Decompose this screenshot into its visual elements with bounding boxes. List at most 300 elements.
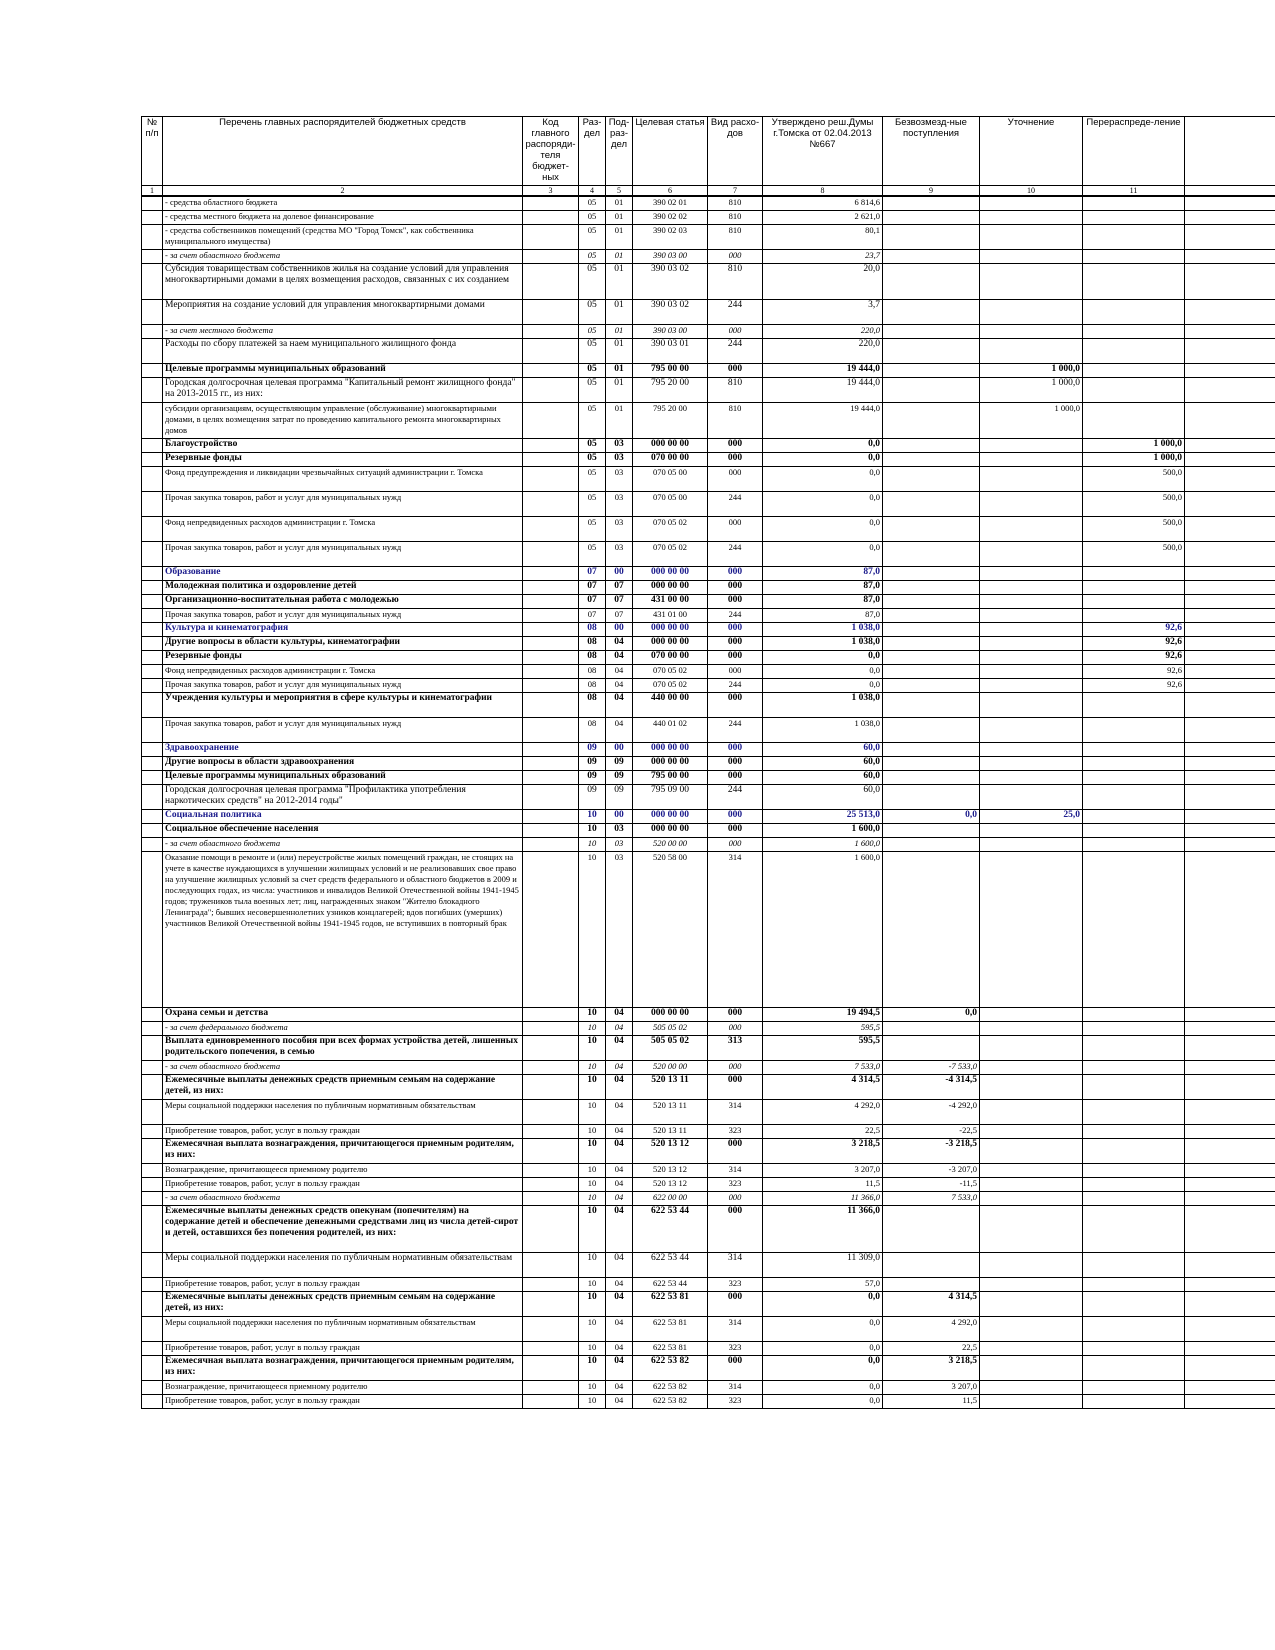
row-redist <box>1083 1278 1185 1292</box>
row-redist <box>1083 1125 1185 1139</box>
table-row <box>142 824 1275 838</box>
table-body <box>142 196 1275 1409</box>
row-cs: 000 00 00 <box>633 439 708 453</box>
row-name: Культура и кинематография <box>163 623 523 637</box>
row-extra <box>1185 1317 1275 1342</box>
row-gr <box>523 1253 579 1278</box>
row-extra <box>1185 1278 1275 1292</box>
row-gr <box>523 757 579 771</box>
table-row <box>142 651 1275 665</box>
row-num <box>142 757 163 771</box>
row-extra <box>1185 1100 1275 1125</box>
row-name: Благоустройство <box>163 439 523 453</box>
table-row <box>142 771 1275 785</box>
row-name: Учреждения культуры и мероприятия в сфере культуры и кинематографии <box>163 693 523 718</box>
row-approved: 60,0 <box>763 743 883 757</box>
row-gr <box>523 300 579 325</box>
row-name: Другие вопросы в области культуры, кинематографии <box>163 637 523 651</box>
row-gr <box>523 1317 579 1342</box>
row-cs: 000 00 00 <box>633 810 708 824</box>
row-rz: 10 <box>579 810 606 824</box>
row-vr: 000 <box>708 581 763 595</box>
row-gr <box>523 403 579 439</box>
row-approved: 57,0 <box>763 1278 883 1292</box>
row-vr: 000 <box>708 838 763 852</box>
row-name: Меры социальной поддержки населения по публичным нормативным обязательствам <box>163 1317 523 1342</box>
row-redist: 92,6 <box>1083 651 1185 665</box>
row-redist: 92,6 <box>1083 679 1185 693</box>
row-vr: 000 <box>708 743 763 757</box>
row-gr <box>523 1292 579 1317</box>
table-row <box>142 1178 1275 1192</box>
row-redist <box>1083 1075 1185 1100</box>
row-redist <box>1083 300 1185 325</box>
row-vr: 244 <box>708 492 763 517</box>
row-extra <box>1185 264 1275 300</box>
row-num <box>142 771 163 785</box>
row-vr: 000 <box>708 1008 763 1022</box>
row-gr <box>523 609 579 623</box>
row-clar <box>980 1381 1083 1395</box>
row-approved: 1 038,0 <box>763 718 883 743</box>
row-extra <box>1185 623 1275 637</box>
row-gr <box>523 1395 579 1409</box>
row-rz: 05 <box>579 211 606 225</box>
row-approved: 0,0 <box>763 1395 883 1409</box>
row-vr: 314 <box>708 1317 763 1342</box>
row-gr <box>523 196 579 211</box>
row-gr <box>523 325 579 339</box>
row-approved: 11 309,0 <box>763 1253 883 1278</box>
row-free <box>883 623 980 637</box>
table-row <box>142 467 1275 492</box>
row-pr: 01 <box>606 403 633 439</box>
row-vr: 314 <box>708 852 763 1008</box>
row-clar: 1 000,0 <box>980 378 1083 403</box>
header-rz: Раз-дел <box>579 117 606 186</box>
row-name: Ежемесячная выплата вознаграждения, причитающегося приемным родителям, из них: <box>163 1139 523 1164</box>
row-approved: 87,0 <box>763 567 883 581</box>
colnum-9: 9 <box>883 186 980 197</box>
row-extra <box>1185 196 1275 211</box>
row-name: Меры социальной поддержки населения по публичным нормативным обязательствам <box>163 1100 523 1125</box>
row-pr: 01 <box>606 225 633 250</box>
table-row <box>142 378 1275 403</box>
row-cs: 520 13 12 <box>633 1139 708 1164</box>
row-cs: 000 00 00 <box>633 743 708 757</box>
row-name: - средства областного бюджета <box>163 196 523 211</box>
row-rz: 10 <box>579 1342 606 1356</box>
row-extra <box>1185 364 1275 378</box>
row-redist <box>1083 1292 1185 1317</box>
row-name: Мероприятия на создание условий для управления многоквартирными домами <box>163 300 523 325</box>
table-row <box>142 264 1275 300</box>
row-name: Прочая закупка товаров, работ и услуг для муниципальных нужд <box>163 679 523 693</box>
row-extra <box>1185 339 1275 364</box>
table-row <box>142 743 1275 757</box>
row-num <box>142 1381 163 1395</box>
table-row <box>142 1139 1275 1164</box>
row-rz: 10 <box>579 824 606 838</box>
row-pr: 04 <box>606 1206 633 1253</box>
row-rz: 10 <box>579 1061 606 1075</box>
row-rz: 09 <box>579 785 606 810</box>
row-redist <box>1083 1206 1185 1253</box>
table-row <box>142 581 1275 595</box>
row-redist <box>1083 1022 1185 1036</box>
row-name: Оказание помощи в ремонте и (или) переустройстве жилых помещений граждан, не стоящих на учете в качестве нуждающихся в улучшении жилищных условий и не реализовавших свое право на улучшение жилищных условий за счет средств федерального и областного бюджетов в 2009 и последующих годах, из числа: участников и инвалидов Великой Отечественной войны 1941-1945 годов; тружеников тыла военных лет; лиц, награжденных знаком "Жителю блокадного Ленинграда"; бывших несовершеннолетних узников концлагерей; вдов погибших (умерших) участников Великой Отечественной войны 1941-1945 годов, не вступивших в повторный брак <box>163 852 523 1008</box>
row-vr: 323 <box>708 1395 763 1409</box>
table-row <box>142 339 1275 364</box>
row-gr <box>523 771 579 785</box>
row-extra <box>1185 595 1275 609</box>
row-extra <box>1185 1381 1275 1395</box>
row-cs: 520 00 00 <box>633 1061 708 1075</box>
row-num <box>142 1292 163 1317</box>
row-name: Резервные фонды <box>163 651 523 665</box>
row-redist <box>1083 1036 1185 1061</box>
row-vr: 000 <box>708 595 763 609</box>
row-clar <box>980 211 1083 225</box>
row-name: Субсидия товариществам собственников жилья на создание условий для управления многоквартирными домами в целях возмещения расходов, связанных с их созданием <box>163 264 523 300</box>
row-approved: 60,0 <box>763 785 883 810</box>
row-rz: 10 <box>579 1139 606 1164</box>
row-cs: 520 58 00 <box>633 852 708 1008</box>
row-rz: 05 <box>579 264 606 300</box>
row-rz: 10 <box>579 1206 606 1253</box>
row-redist: 500,0 <box>1083 517 1185 542</box>
header-free: Безвозмезд-ные поступления <box>883 117 980 186</box>
row-pr: 04 <box>606 1253 633 1278</box>
row-extra <box>1185 403 1275 439</box>
row-approved: 0,0 <box>763 651 883 665</box>
row-name: Расходы по сбору платежей за наем муниципального жилищного фонда <box>163 339 523 364</box>
row-cs: 390 03 00 <box>633 325 708 339</box>
row-gr <box>523 453 579 467</box>
row-extra <box>1185 679 1275 693</box>
row-redist <box>1083 1164 1185 1178</box>
row-free <box>883 542 980 567</box>
row-approved: 0,0 <box>763 1381 883 1395</box>
row-rz: 05 <box>579 250 606 264</box>
table-row <box>142 1317 1275 1342</box>
row-name: Фонд непредвиденных расходов администрации г. Томска <box>163 665 523 679</box>
row-extra <box>1185 718 1275 743</box>
row-cs: 520 13 11 <box>633 1125 708 1139</box>
row-redist <box>1083 196 1185 211</box>
row-vr: 000 <box>708 1206 763 1253</box>
row-vr: 810 <box>708 403 763 439</box>
row-free: 3 207,0 <box>883 1381 980 1395</box>
row-gr <box>523 665 579 679</box>
row-gr <box>523 211 579 225</box>
row-pr: 09 <box>606 785 633 810</box>
row-approved: 60,0 <box>763 771 883 785</box>
row-redist <box>1083 1317 1185 1342</box>
row-gr <box>523 1356 579 1381</box>
row-rz: 10 <box>579 1278 606 1292</box>
row-num <box>142 542 163 567</box>
row-rz: 10 <box>579 1292 606 1317</box>
row-vr: 000 <box>708 824 763 838</box>
row-name: Организационно-воспитательная работа с молодежью <box>163 595 523 609</box>
row-gr <box>523 852 579 1008</box>
row-num <box>142 1317 163 1342</box>
row-approved: 11,5 <box>763 1178 883 1192</box>
row-pr: 01 <box>606 300 633 325</box>
row-clar <box>980 1075 1083 1100</box>
row-rz: 07 <box>579 567 606 581</box>
row-redist <box>1083 325 1185 339</box>
row-name: Прочая закупка товаров, работ и услуг для муниципальных нужд <box>163 609 523 623</box>
row-vr: 244 <box>708 339 763 364</box>
row-gr <box>523 637 579 651</box>
row-gr <box>523 1278 579 1292</box>
table-row <box>142 517 1275 542</box>
row-num <box>142 517 163 542</box>
row-clar <box>980 609 1083 623</box>
row-cs: 795 00 00 <box>633 771 708 785</box>
row-num <box>142 211 163 225</box>
row-vr: 810 <box>708 264 763 300</box>
row-redist <box>1083 609 1185 623</box>
row-approved: 0,0 <box>763 665 883 679</box>
row-gr <box>523 785 579 810</box>
row-gr <box>523 651 579 665</box>
row-rz: 05 <box>579 453 606 467</box>
row-approved: 87,0 <box>763 595 883 609</box>
row-pr: 04 <box>606 1100 633 1125</box>
row-free: 0,0 <box>883 1008 980 1022</box>
row-num <box>142 1061 163 1075</box>
row-name: Социальное обеспечение населения <box>163 824 523 838</box>
row-num <box>142 325 163 339</box>
row-free <box>883 679 980 693</box>
table-row <box>142 325 1275 339</box>
table-row <box>142 1100 1275 1125</box>
row-redist <box>1083 1342 1185 1356</box>
row-pr: 04 <box>606 1278 633 1292</box>
row-pr: 03 <box>606 492 633 517</box>
row-rz: 10 <box>579 1125 606 1139</box>
row-clar <box>980 852 1083 1008</box>
row-extra <box>1185 517 1275 542</box>
row-num <box>142 1075 163 1100</box>
row-clar <box>980 595 1083 609</box>
row-redist <box>1083 1008 1185 1022</box>
row-approved: 595,5 <box>763 1036 883 1061</box>
row-pr: 00 <box>606 567 633 581</box>
colnum-7: 7 <box>708 186 763 197</box>
row-extra <box>1185 743 1275 757</box>
row-free: -3 207,0 <box>883 1164 980 1178</box>
row-vr: 000 <box>708 757 763 771</box>
row-approved: 0,0 <box>763 1317 883 1342</box>
row-pr: 09 <box>606 771 633 785</box>
row-gr <box>523 567 579 581</box>
row-cs: 505 05 02 <box>633 1036 708 1061</box>
row-approved: 11 366,0 <box>763 1192 883 1206</box>
row-free <box>883 225 980 250</box>
row-pr: 01 <box>606 339 633 364</box>
row-name: Меры социальной поддержки населения по публичным нормативным обязательствам <box>163 1253 523 1278</box>
row-clar: 1 000,0 <box>980 364 1083 378</box>
row-clar <box>980 439 1083 453</box>
row-name: Социальная политика <box>163 810 523 824</box>
row-cs: 795 09 00 <box>633 785 708 810</box>
row-rz: 09 <box>579 757 606 771</box>
row-extra <box>1185 665 1275 679</box>
row-rz: 09 <box>579 743 606 757</box>
row-pr: 04 <box>606 693 633 718</box>
row-free: -22,5 <box>883 1125 980 1139</box>
row-num <box>142 1139 163 1164</box>
row-free <box>883 1022 980 1036</box>
row-vr: 244 <box>708 542 763 567</box>
row-rz: 08 <box>579 679 606 693</box>
row-pr: 04 <box>606 1381 633 1395</box>
row-extra <box>1185 1008 1275 1022</box>
row-clar <box>980 651 1083 665</box>
table-row <box>142 1253 1275 1278</box>
row-clar <box>980 250 1083 264</box>
row-free: -4 314,5 <box>883 1075 980 1100</box>
row-num <box>142 250 163 264</box>
row-rz: 05 <box>579 378 606 403</box>
row-num <box>142 1125 163 1139</box>
row-clar <box>980 785 1083 810</box>
row-pr: 00 <box>606 743 633 757</box>
row-approved: 0,0 <box>763 1342 883 1356</box>
row-pr: 04 <box>606 1139 633 1164</box>
row-extra <box>1185 1036 1275 1061</box>
row-vr: 000 <box>708 325 763 339</box>
row-approved: 1 600,0 <box>763 852 883 1008</box>
row-pr: 01 <box>606 378 633 403</box>
row-gr <box>523 225 579 250</box>
row-clar <box>980 1164 1083 1178</box>
row-approved: 19 444,0 <box>763 364 883 378</box>
row-redist <box>1083 1356 1185 1381</box>
row-clar <box>980 542 1083 567</box>
row-num <box>142 679 163 693</box>
row-clar <box>980 467 1083 492</box>
row-extra <box>1185 1164 1275 1178</box>
row-free <box>883 517 980 542</box>
table-row <box>142 623 1275 637</box>
row-gr <box>523 1206 579 1253</box>
colnum-11: 11 <box>1083 186 1185 197</box>
row-free <box>883 771 980 785</box>
row-clar <box>980 225 1083 250</box>
table-row <box>142 679 1275 693</box>
table-row <box>142 453 1275 467</box>
row-gr <box>523 1381 579 1395</box>
table-row <box>142 838 1275 852</box>
row-gr <box>523 1139 579 1164</box>
row-extra <box>1185 651 1275 665</box>
row-gr <box>523 1125 579 1139</box>
row-num <box>142 1008 163 1022</box>
row-rz: 10 <box>579 1395 606 1409</box>
row-cs: 795 20 00 <box>633 378 708 403</box>
row-num <box>142 196 163 211</box>
row-approved: 7 533,0 <box>763 1061 883 1075</box>
row-free <box>883 250 980 264</box>
row-vr: 810 <box>708 211 763 225</box>
table-row <box>142 810 1275 824</box>
row-cs: 070 00 00 <box>633 651 708 665</box>
row-gr <box>523 1022 579 1036</box>
row-redist: 1 000,0 <box>1083 453 1185 467</box>
table-row <box>142 1061 1275 1075</box>
row-free <box>883 852 980 1008</box>
row-approved: 1 038,0 <box>763 623 883 637</box>
row-approved: 4 292,0 <box>763 1100 883 1125</box>
row-clar <box>980 623 1083 637</box>
table-row <box>142 1278 1275 1292</box>
row-clar: 1 000,0 <box>980 403 1083 439</box>
row-free <box>883 196 980 211</box>
row-clar <box>980 1100 1083 1125</box>
row-cs: 070 05 02 <box>633 679 708 693</box>
row-cs: 390 02 01 <box>633 196 708 211</box>
row-clar <box>980 492 1083 517</box>
row-free: -3 218,5 <box>883 1139 980 1164</box>
row-vr: 000 <box>708 1192 763 1206</box>
row-redist <box>1083 595 1185 609</box>
row-cs: 070 05 02 <box>633 517 708 542</box>
row-pr: 04 <box>606 1292 633 1317</box>
row-extra <box>1185 1395 1275 1409</box>
row-cs: 000 00 00 <box>633 581 708 595</box>
row-num <box>142 225 163 250</box>
row-num <box>142 637 163 651</box>
row-name: Прочая закупка товаров, работ и услуг для муниципальных нужд <box>163 542 523 567</box>
row-free <box>883 609 980 623</box>
row-approved: 19 494,5 <box>763 1008 883 1022</box>
row-redist <box>1083 824 1185 838</box>
row-name: Выплата единовременного пособия при всех формах устройства детей, лишенных родительского попечения, в семью <box>163 1036 523 1061</box>
row-extra <box>1185 1292 1275 1317</box>
header-name: Перечень главных распорядителей бюджетных средств <box>163 117 523 186</box>
row-clar <box>980 339 1083 364</box>
row-vr: 000 <box>708 364 763 378</box>
row-num <box>142 693 163 718</box>
colnum-8: 8 <box>763 186 883 197</box>
row-extra <box>1185 492 1275 517</box>
row-rz: 10 <box>579 1253 606 1278</box>
row-cs: 070 05 02 <box>633 542 708 567</box>
row-clar <box>980 1139 1083 1164</box>
row-redist <box>1083 810 1185 824</box>
row-num <box>142 718 163 743</box>
row-pr: 01 <box>606 250 633 264</box>
row-cs: 440 00 00 <box>633 693 708 718</box>
row-redist <box>1083 1381 1185 1395</box>
row-free <box>883 339 980 364</box>
row-rz: 05 <box>579 300 606 325</box>
row-name: Ежемесячные выплаты денежных средств опекунам (попечителям) на содержание детей и обеспечение денежными средствами лиц из числа детей-сирот и детей, оставшихся без попечения родителей, из них: <box>163 1206 523 1253</box>
row-num <box>142 1178 163 1192</box>
column-number-row <box>142 186 1275 197</box>
row-approved: 2 621,0 <box>763 211 883 225</box>
row-num <box>142 838 163 852</box>
row-pr: 03 <box>606 838 633 852</box>
row-cs: 070 05 00 <box>633 492 708 517</box>
row-extra <box>1185 637 1275 651</box>
row-free <box>883 467 980 492</box>
